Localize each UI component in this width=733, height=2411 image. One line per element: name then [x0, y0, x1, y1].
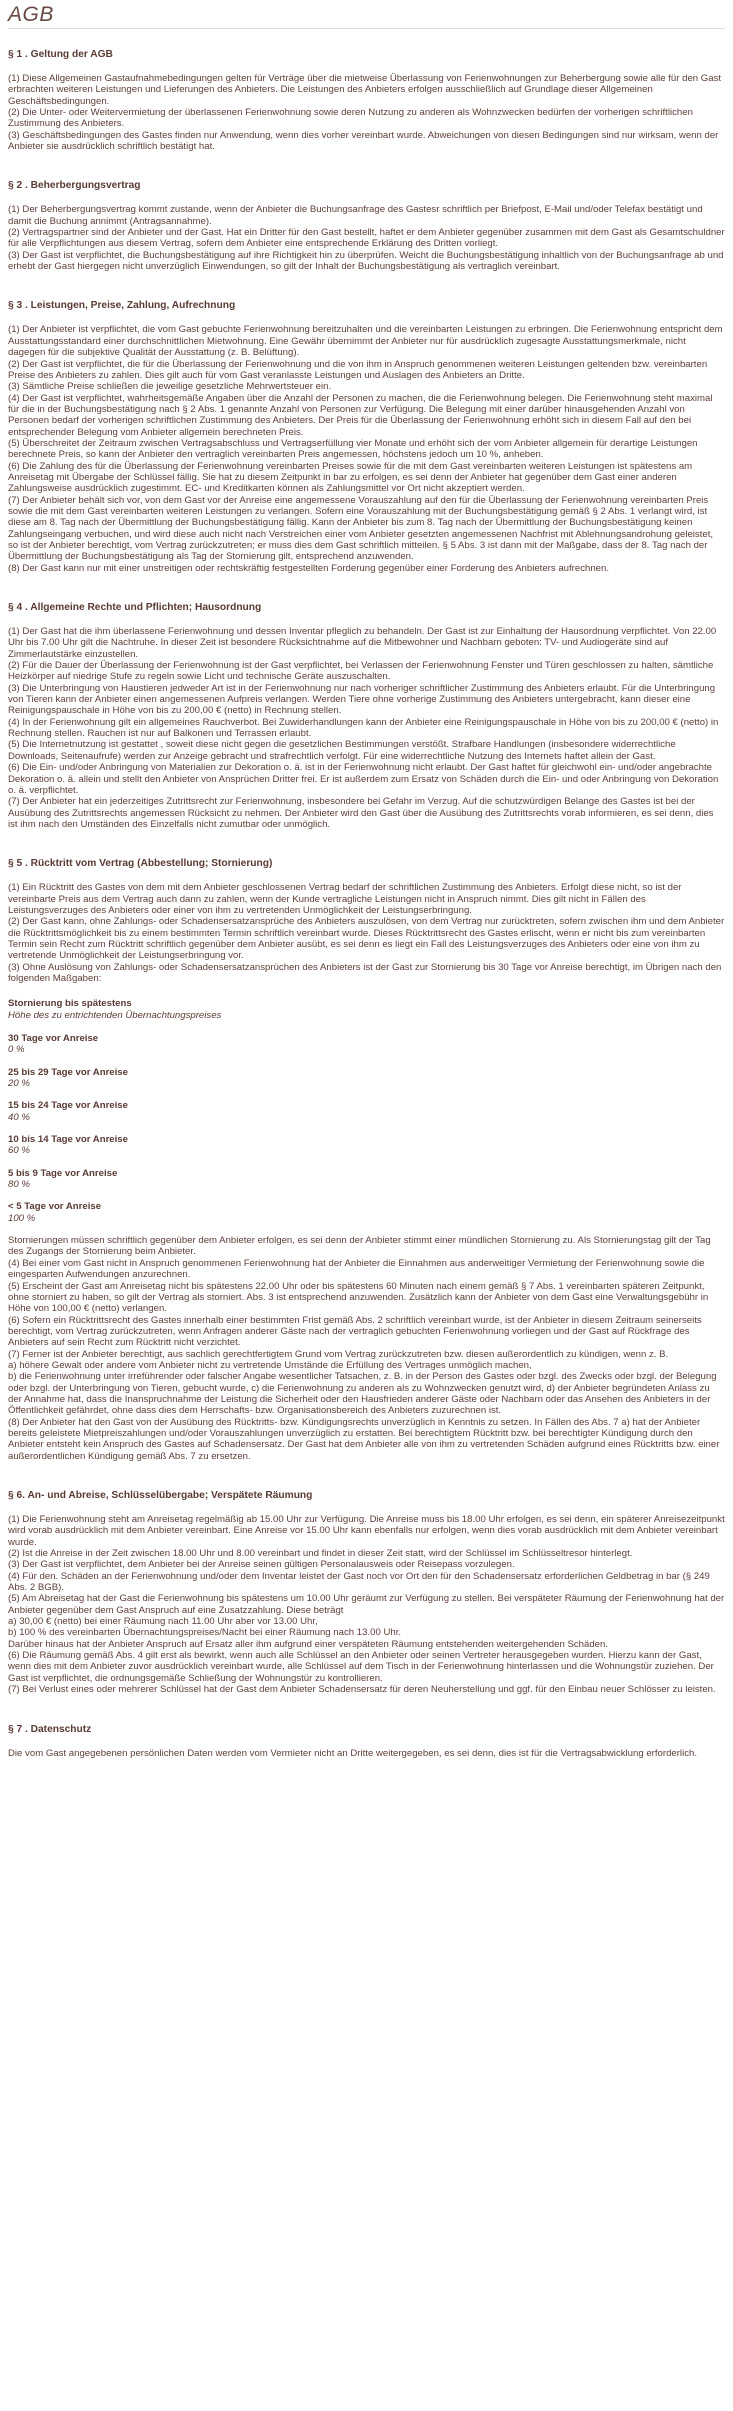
section-heading: § 5 . Rücktritt vom Vertrag (Abbestellung; Stornierung) — [8, 858, 273, 870]
storno-row — [8, 1168, 725, 1191]
paragraph: (4) In der Ferienwohnung gilt ein allgemeines Rauchverbot. Bei Zuwiderhandlungen kann der Anbieter eine Reinigungspauschale in Höhe von bis zu 200,00 € (netto) in Rechnung stellen. Rauchen ist nur auf Balkonen und Terrassen erlaubt. — [8, 716, 719, 740]
paragraph: a) höhere Gewalt oder andere vom Anbieter nicht zu vertretende Umstände die Erfüllung des Vertrages unmöglich machen, — [8, 1359, 532, 1371]
storno-row — [8, 1033, 725, 1056]
storno-notes — [8, 1235, 725, 1462]
paragraph: (1) Ein Rücktritt des Gastes von dem mit dem Anbieter geschlossenen Vertrag bedarf der schriftlichen Zustimmung des Anbieters. Erfolgt diese nicht, so ist der vereinbarte Preis aus dem Vertrag auch dann zu zahlen, wenn der Kunde vertragliche Leistungen nicht in Anspruch nimmt. Dies gilt nicht in Fällen des Leistungsverzuges des Anbieters oder einer von ihm zu vertretenden Unmöglichkeit der Leistungserbringung. — [8, 882, 682, 916]
paragraph: (5) Am Abreisetag hat der Gast die Ferienwohnung bis spätestens um 10.00 Uhr geräumt zur Verfügung zu stellen. Bei verspäteter Räumung der Ferienwohnung hat der Anbieter gegenüber dem Gast Anspruch auf eine Zusatzzahlung. Diese beträgt — [8, 1593, 725, 1616]
section-heading: § 4 . Allgemeine Rechte und Pflichten; Hausordnung — [8, 602, 262, 614]
section-beherbergungsvertrag — [8, 180, 725, 272]
paragraph: (2) Die Unter- oder Weitervermietung der überlassenen Ferienwohnung sowie deren Nutzung zu anderen als Wohnzwecken bedürfen der vorherigen schriftlichen Zustimmung des Anbieters. — [8, 107, 693, 130]
storno-row-label: 5 bis 9 Tage vor Anreise — [8, 1167, 118, 1179]
storno-row-value: 60 % — [8, 1145, 30, 1157]
paragraph: (1) Der Anbieter ist verpflichtet, die vom Gast gebuchte Ferienwohnung bereitzuhalten und die vereinbarten Leistungen zu erbringen. Die Ferienwohnung entspricht dem Ausstattungsstandard einer durchschnittlichen Mietwohnung. Eine Gewähr übernimmt der Anbieter nur für ausdrücklich zugesagte Ausstattungsmerkmale, nicht dagegen für die subjektive Qualität der Ausstattung (z. B. Belüftung). — [8, 324, 723, 359]
paragraph: (7) Der Anbieter behält sich vor, von dem Gast vor der Anreise eine angemessene Vorauszahlung auf den für die Überlassung der Ferienwohnung vereinbarten Preis sowie die mit dem Gast vereinbarten weiteren Leistungen zu verlangen. Sofern eine Vorauszahlung mit der Buchungsbestätigung gemäß § 2 Abs. 1 verlangt wird, ist diese am 8. Tag nach der Übermittlung der Buchungsbestätigung fällig. Kann der Anbieter bis zum 8. Tag nach der Übermittlung der Buchungsbestätigung keinen Zahlungseingang verbuchen, und wird diese auch nicht nach Verstreichen einer vom Anbieter gesetzten angemessenen Nachfrist mit Ablehnungsandrohung geleistet, so ist der Anbieter berechtigt, vom Vertrag zurückzutreten; er muss dies dem Gast schriftlich mitteilen. § 5 Abs. 3 ist dann mit der Maßgabe, dass der 8. Tag nach der Übermittlung der Buchungsbestätigung als Tag der Stornierung gilt, entsprechend anzuwenden. — [8, 494, 714, 563]
section-datenschutz — [8, 1724, 725, 1759]
paragraph: (4) Bei einer vom Gast nicht in Anspruch genommenen Ferienwohnung hat der Anbieter die Einnahmen aus anderweitiger Vermietung der Ferienwohnung sowie die eingesparten Aufwendungen anzurechnen. — [8, 1257, 705, 1281]
paragraph: (2) Vertragspartner sind der Anbieter und der Gast. Hat ein Dritter für den Gast bestellt, haftet er dem Anbieter gegenüber zusammen mit dem Gast als Gesamtschuldner für alle Verpflichtungen aus diesem Vertrag, sofern dem Anbieter eine entsprechende Erklärung des Dritten vorliegt. — [8, 227, 725, 250]
storno-row — [8, 1100, 725, 1123]
paragraph: (2) Der Gast ist verpflichtet, die für die Überlassung der Ferienwohnung und die von ihm in Anspruch genommenen weiteren Leistungen geltenden bzw. vereinbarten Preise des Anbieters zu zahlen. Dies gilt auch für vom Gast veranlasste Leistungen und Auslagen des Anbieters an Dritte. — [8, 358, 708, 381]
storno-table-subheading: Höhe des zu entrichtenden Übernachtungspreises — [8, 1009, 222, 1021]
paragraph: (3) Ohne Auslösung von Zahlungs- oder Schadensersatzansprüchen des Anbieters ist der Gast zur Stornierung bis 30 Tage vor Anreise berechtigt, im Übrigen nach den folgenden Maßgaben: — [8, 961, 722, 984]
page-title: AGB — [8, 4, 725, 29]
paragraph: (4) Für den. Schäden an der Ferienwohnung und/oder dem Inventar leistet der Gast noch vor Ort den für den Schadensersatz erforderlichen Geldbetrag in bar (§ 249 Abs. 2 BGB). — [8, 1570, 710, 1594]
section-heading: § 7 . Datenschutz — [8, 1723, 92, 1735]
paragraph: b) die Ferienwohnung unter irreführender oder falscher Angabe wesentlicher Tatsachen, z. B. in der Person des Gastes oder bzgl. des Zwecks oder bzgl. der Belegung oder bzgl. der Unterbringung von Tieren, gebucht wurde, c) die Ferienwohnung zu anderen als zu Wohnzwecken genutzt wird, d) der Anbieter begründeten Anlass zu der Annahme hat, dass die Inanspruchnahme der Leistung die Sicherheit oder den Hausfrieden anderer Gäste oder Nachbarn oder das Ansehen des Anbieters in der Öffentlichkeit gefährdet, ohne dass dies dem Herrschafts- bzw. Organisationsbereich des Anbieters zuzurechnen ist. — [8, 1371, 717, 1417]
storno-row-value: 20 % — [8, 1078, 30, 1090]
paragraph: (2) Für die Dauer der Überlassung der Ferienwohnung ist der Gast verpflichtet, bei Verlassen der Ferienwohnung Fenster und Türen geschlossen zu halten, sämtliche Heizkörper auf niedrige Stufe zu regeln sowie Licht und technische Geräte auszuschalten. — [8, 660, 714, 683]
storno-table-heading: Stornierung bis spätestens — [8, 998, 132, 1010]
paragraph: (2) Ist die Anreise in der Zeit zwischen 18.00 Uhr und 8.00 vereinbart und findet in dieser Zeit statt, wird der Schlüssel im Schlüsseltresor hinterlegt. — [8, 1548, 633, 1560]
storno-row-label: 15 bis 24 Tage vor Anreise — [8, 1100, 128, 1112]
paragraph: (3) Sämtliche Preise schließen die jeweilige gesetzliche Mehrwertsteuer ein. — [8, 381, 332, 393]
paragraph: (5) Die Internetnutzung ist gestattet , soweit diese nicht gegen die gesetzlichen Bestimmungen verstößt. Strafbare Handlungen (insbesondere widerrechtliche Downloads, Seitenaufrufe) werden zur Anzeige gebracht und strafrechtlich verfolgt. Für eine widerrechtliche Nutzung des Internets haftet allein der Gast. — [8, 739, 676, 762]
storno-row-label: 10 bis 14 Tage vor Anreise — [8, 1134, 128, 1146]
section-rechte-pflichten — [8, 602, 725, 830]
paragraph: (5) Erscheint der Gast am Anreisetag nicht bis spätestens 22.00 Uhr oder bis spätestens 60 Minuten nach einem gemäß § 7 Abs. 1 vereinbarten späteren Zeitpunkt, ohne storniert zu haben, so gilt der Vertrag als storniert. Abs. 3 ist entsprechend anzuwenden. Zusätzlich kann der Anbieter von dem Gast eine Verwaltungsgebühr in Höhe von 100,00 € (netto) verlangen. — [8, 1280, 709, 1315]
storno-row-label: 30 Tage vor Anreise — [8, 1033, 99, 1044]
section-geltung — [8, 49, 725, 152]
storno-row-label: 25 bis 29 Tage vor Anreise — [8, 1066, 128, 1078]
section-heading: § 2 . Beherbergungsvertrag — [8, 180, 141, 192]
paragraph: (1) Die Ferienwohnung steht am Anreisetag regelmäßig ab 15.00 Uhr zur Verfügung. Die Anreise muss bis 18.00 Uhr erfolgen, es sei denn, ein späterer Anreisezeitpunkt wird vorab ausdrücklich mit dem Anbieter vereinbart. Eine Anreise vor 15.00 Uhr kann ebenfalls nur erfolgen, wenn dies vorab ausdrücklich mit dem Anbieter vereinbart wurde. — [8, 1514, 725, 1548]
paragraph: (6) Sofern ein Rücktrittsrecht des Gastes innerhalb einer bestimmten Frist gemäß Abs. 2 schriftlich vereinbart wurde, ist der Anbieter in diesem Zeitraum seinerseits berechtigt, vom Vertrag zurückzutreten, wenn Anfragen anderer Gäste nach der vertraglich gebuchten Ferienwohnung vorliegen und der Gast auf Rückfrage des Anbieters auf sein Recht zum Rücktritt nicht verzichtet. — [8, 1314, 702, 1349]
paragraph: (3) Die Unterbringung von Haustieren jedweder Art ist in der Ferienwohnung nur nach vorheriger schriftlicher Zustimmung des Anbieters erlaubt. Für die Unterbringung von Tieren kann der Anbieter einen angemessenen Aufpreis verlangen. Werden Tiere ohne vorherige Zustimmung des Anbieters untergebracht, kann dieser eine Reinigungspauschale in Höhe von bis zu 200,00 € (netto) in Rechnung stellen. — [8, 682, 716, 717]
paragraph: (6) Die Zahlung des für die Überlassung der Ferienwohnung vereinbarten Preises sowie für die mit dem Gast vereinbarten weiteren Leistungen ist spätestens am Anreisetag mit Übergabe der Schlüssel fällig. Sie hat zu diesem Zeitpunkt in bar zu erfolgen, es sei denn der Anbieter hat gegenüber dem Gast einer anderen Zahlungsweise ausdrücklich zugestimmt. EC- und Kreditkarten können als Zahlungsmittel vor Ort nicht akzeptiert werden. — [8, 460, 693, 495]
paragraph: (8) Der Anbieter hat den Gast von der Ausübung des Rücktritts- bzw. Kündigungsrechts unverzüglich in Kenntnis zu setzen. In Fällen des Abs. 7 a) hat der Anbieter bereits geleistete Mietpreiszahlungen und/oder Vorauszahlungen unverzüglich zu erstatten. Bei berechtigtem Rücktritt bzw. bei berechtigter Kündigung durch den Anbieter entsteht kein Anspruch des Gastes auf Schadensersatz. Der Gast hat dem Anbieter alle von ihm zu vertretenden Schäden aufgrund eines Rücktritts bzw. einer außerordentlichen Kündigung gemäß Abs. 7 zu ersetzen. — [8, 1416, 720, 1462]
section-heading: § 6. An- und Abreise, Schlüsselübergabe; Verspätete Räumung — [8, 1490, 313, 1501]
paragraph: (1) Diese Allgemeinen Gastaufnahmebedingungen gelten für Verträge über die mietweise Überlassung von Ferienwohnungen zur Beherbergung sowie alle für den Gast erbrachten weiteren Leistungen und Lieferungen des Anbieters. Die Leistungen des Anbieters erfolgen ausschließlich auf Grundlage dieser Allgemeinen Geschäftsbedingungen. — [8, 73, 722, 107]
paragraph: (3) Geschäftsbedingungen des Gastes finden nur Anwendung, wenn dies vorher vereinbart wurde. Abweichungen von diesen Bedingungen sind nur wirksam, wenn der Anbieter sie ausdrücklich schriftlich bestätigt hat. — [8, 129, 719, 153]
storno-row — [8, 1201, 725, 1224]
storno-row — [8, 1067, 725, 1090]
paragraph: Stornierungen müssen schriftlich gegenüber dem Anbieter erfolgen, es sei denn der Anbieter stimmt einer mündlichen Stornierung zu. Als Stornierungstag gilt der Tag des Zugangs der Stornierung beim Anbieter. — [8, 1235, 711, 1258]
paragraph: (1) Der Gast hat die ihm überlassene Ferienwohnung und dessen Inventar pfleglich zu behandeln. Der Gast ist zur Einhaltung der Hausordnung verpflichtet. Von 22.00 Uhr bis 7.00 Uhr gilt die Nachtruhe. In dieser Zeit ist besondere Rücksichtnahme auf die Mitbewohner und Nachbarn geboten: TV- und Audiogeräte sind auf Zimmerlautstärke einzustellen. — [8, 626, 717, 660]
storno-table — [8, 998, 725, 1224]
paragraph: Darüber hinaus hat der Anbieter Anspruch auf Ersatz aller ihm aufgrund einer verspäteten Räumung entstehenden weitergehenden Schäden. — [8, 1638, 608, 1650]
paragraph: (6) Die Ein- und/oder Anbringung von Materialien zur Dekoration o. ä. ist in der Ferienwohnung nicht erlaubt. Der Gast haftet für gleichwohl ein- und/oder angebrachte Dekoration o. ä. allein und stellt den Anbieter von Ansprüchen Dritter frei. Er ist außerdem zum Ersatz von Schäden durch die Ein- und oder Anbringung von Dekoration o. ä. verpflichtet. — [8, 762, 719, 796]
paragraph: (6) Die Räumung gemäß Abs. 4 gilt erst als bewirkt, wenn auch alle Schlüssel an den Anbieter oder seinen Vertreter herausgegeben wurden. Hierzu kann der Gast, wenn dies mit dem Anbieter zuvor ausdrücklich vereinbart wurde, alle Schlüssel auf dem Tisch in der Ferienwohnung hinterlassen und die Wohnungstür zuziehen. Der Gast ist verpflichtet, die ordnungsgemäße Schließung der Wohnungstür zu kontrollieren. — [8, 1650, 714, 1684]
paragraph: (8) Der Gast kann nur mit einer unstreitigen oder rechtskräftig festgestellten Forderung gegenüber einer Forderung des Anbieters aufrechnen. — [8, 562, 610, 574]
section-leistungen-preise — [8, 300, 725, 574]
paragraph: (3) Der Gast ist verpflichtet, die Buchungsbestätigung auf ihre Richtigkeit hin zu überprüfen. Weicht die Buchungsbestätigung inhaltlich von der Buchungsanfrage ab und erhebt der Gast hiergegen nicht unverzüglich Einwendungen, so gilt der Inhalt der Buchungsbestätigung als vertraglich vereinbart. — [8, 249, 724, 273]
storno-row-value: 100 % — [8, 1212, 36, 1224]
paragraph: (7) Der Anbieter hat ein jederzeitiges Zutrittsrecht zur Ferienwohnung, insbesondere bei Gefahr im Verzug. Auf die schutzwürdigen Belange des Gastes ist bei der Ausübung des Zutrittsrechts angemessen Rücksicht zu nehmen. Der Anbieter wird den Gast über die Ausübung des Zutrittsrechts vorab informieren, es sei denn, dies ist ihm nach den Umständen des Einzelfalls nicht zumutbar oder unmöglich. — [8, 796, 714, 830]
section-heading: § 1 . Geltung der AGB — [8, 49, 113, 60]
paragraph: (7) Bei Verlust eines oder mehrerer Schlüssel hat der Gast dem Anbieter Schadensersatz für deren Neuherstellung und ggf. für den Einbau neuer Schlösser zu leisten. — [8, 1684, 716, 1696]
paragraph: a) 30,00 € (netto) bei einer Räumung nach 11.00 Uhr aber vor 13.00 Uhr, — [8, 1616, 318, 1628]
storno-row-value: 40 % — [8, 1111, 30, 1123]
paragraph: (7) Ferner ist der Anbieter berechtigt, aus sachlich gerechtfertigtem Grund vom Vertrag zurückzutreten bzw. diesen außerordentlich zu kündigen, wenn z. B. — [8, 1348, 669, 1360]
paragraph: (4) Der Gast ist verpflichtet, wahrheitsgemäße Angaben über die Anzahl der Personen zu machen, die die Ferienwohnung belegen. Die Ferienwohnung steht maximal für die in der Buchungsbestätigung nach § 2 Abs. 1 genannte Anzahl von Personen zur Verfügung. Die Belegung mit einer darüber hinausgehenden Anzahl von Personen bedarf der vorherigen schriftlichen Zustimmung des Anbieters. Der Preis für die Überlassung der Ferienwohnung erhöht sich in diesem Fall auf den bei entsprechender Belegung vom Anbieter allgemein berechneten Preis. — [8, 392, 713, 438]
paragraph: (3) Der Gast ist verpflichtet, dem Anbieter bei der Anreise seinen gültigen Personalausweis oder Reisepass vorzulegen. — [8, 1559, 515, 1571]
paragraph: b) 100 % des vereinbarten Übernachtungspreises/Nacht bei einer Räumung nach 13.00 Uhr. — [8, 1627, 402, 1639]
paragraph: (1) Der Beherbergungsvertrag kommt zustande, wenn der Anbieter die Buchungsanfrage des Gastesr schriftlich per Briefpost, E-Mail und/oder Telefax bestätigt und damit die Buchung annimmt (Antragsannahme). — [8, 204, 703, 227]
storno-row — [8, 1134, 725, 1157]
paragraph: (2) Der Gast kann, ohne Zahlungs- oder Schadensersatzansprüche des Anbieters auszulösen, von dem Vertrag nur zurücktreten, sofern zwischen ihm und dem Anbieter die Rücktrittsmöglichkeit bis zu einem bestimmten Termin schriftlich vereinbart wurde. Dieses Rücktrittsrecht des Gastes erlischt, wenn er nicht bis zum vereinbarten Termin sein Recht zum Rücktritt schriftlich gegenüber dem Anbieter ausübt, es sei denn es liegt ein Fall des Leistungsverzuges des Anbieters oder eine von ihm zu vertretende Unmöglichkeit der Leistungserbringung vor. — [8, 916, 725, 962]
paragraph: Die vom Gast angegebenen persönlichen Daten werden vom Vermieter nicht an Dritte weitergegeben, es sei denn, dies ist für die Vertragsabwicklung erforderlich. — [8, 1747, 697, 1759]
storno-row-value: 80 % — [8, 1179, 30, 1191]
section-an-abreise — [8, 1490, 725, 1696]
section-ruecktritt — [8, 858, 725, 1462]
storno-row-label: < 5 Tage vor Anreise — [8, 1201, 102, 1213]
section-heading: § 3 . Leistungen, Preise, Zahlung, Aufrechnung — [8, 300, 236, 312]
storno-row-value: 0 % — [8, 1044, 25, 1056]
paragraph: (5) Überschreitet der Zeitraum zwischen Vertragsabschluss und Vertragserfüllung vier Monate und erhöht sich der vom Anbieter allgemein für derartige Leistungen berechnete Preis, so kann der Anbieter den vertraglich vereinbarten Preis angemessen, höchstens jedoch um 10 %, anheben. — [8, 437, 698, 461]
